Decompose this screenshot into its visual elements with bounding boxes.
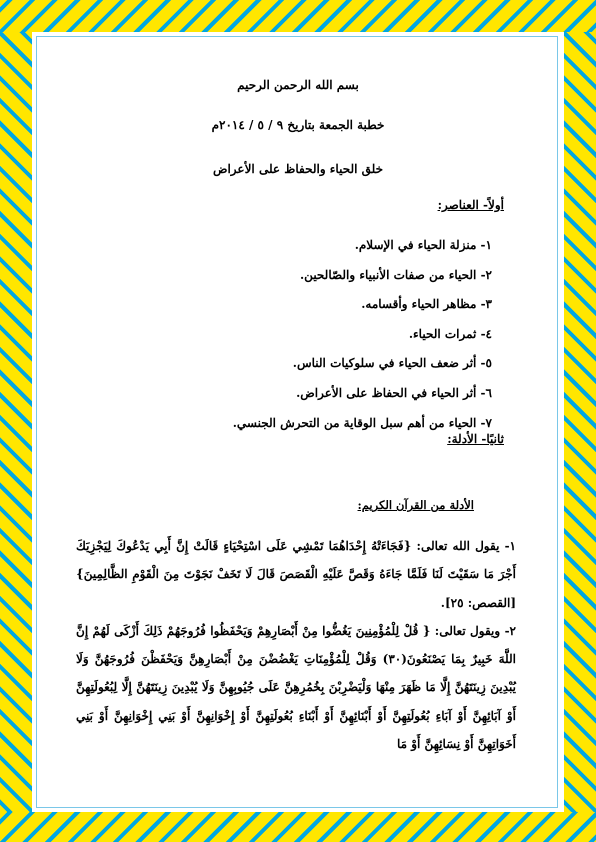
verse-paragraph: ١- يقول الله تعالى: {فَجَاءَتْهُ إِحْدَاهُمَا تَمْشِي عَلَى اسْتِحْيَاءٍ قَالَتْ إِنَّ أَبِي يَدْعُوكَ لِيَجْزِيَكَ أَجْرَ مَا سَقَيْتَ لَنَا فَلَمَّا جَاءَهُ وَقَصَّ عَلَيْهِ الْقَصَصَ قَالَ لَا تَخَفْ نَجَوْتَ مِنَ الْقَوْمِ الظَّالِمِينَ} [القصص: ٢٥].: [76, 539, 516, 610]
list-item: ٥- أثر ضعف الحياء في سلوكيات الناس.: [292, 356, 492, 371]
page-title: خلق الحياء والحفاظ على الأعراض: [212, 162, 384, 176]
elements-list: [72, 235, 492, 442]
list-item: ٤- ثمرات الحياء.: [408, 326, 492, 341]
document-page: [44, 40, 552, 808]
verses-block: [76, 532, 516, 758]
list-item: ٧- الحياء من أهم سبل الوقاية من التحرش الجنسي.: [232, 415, 492, 430]
verse-paragraph: ٢- ويقول تعالى: { قُلْ لِلْمُؤْمِنِينَ يَغُضُّوا مِنْ أَبْصَارِهِمْ وَيَحْفَظُوا فُرُوجَهُمْ ذَلِكَ أَزْكَى لَهُمْ إِنَّ اللَّهَ خَبِيرٌ بِمَا يَصْنَعُونَ(٣٠) وَقُلْ لِلْمُؤْمِنَاتِ يَغْضُضْنَ مِنْ أَبْصَارِهِنَّ وَيَحْفَظْنَ فُرُوجَهُنَّ وَلَا يُبْدِينَ زِينَتَهُنَّ إِلَّا مَا ظَهَرَ مِنْهَا وَلْيَضْرِبْنَ بِخُمُرِهِنَّ عَلَى جُيُوبِهِنَّ وَلَا يُبْدِينَ زِينَتَهُنَّ إِلَّا لِبُعُولَتِهِنَّ أَوْ آبَائِهِنَّ أَوْ آبَاءِ بُعُولَتِهِنَّ أَوْ أَبْنَائِهِنَّ أَوْ أَبْنَاءِ بُعُولَتِهِنَّ أَوْ إِخْوَانِهِنَّ أَوْ بَنِي إِخْوَانِهِنَّ أَوْ بَنِي أَخَوَاتِهِنَّ أَوْ نِسَائِهِنَّ أَوْ مَا: [76, 623, 516, 752]
khutba-date: خطبة الجمعة بتاريخ ٩ / ٥ / ٢٠١٤م: [211, 118, 385, 132]
section-title-elements: أولاً- العناصر:: [437, 198, 504, 212]
quran-evidence-heading: الأدلة من القرآن الكريم:: [357, 498, 474, 512]
decorative-border-right: [564, 32, 596, 812]
list-item: ٦- أثر الحياء في الحفاظ على الأعراض.: [296, 385, 492, 400]
basmala: بسم الله الرحمن الرحيم: [237, 78, 359, 92]
list-item: ١- منزلة الحياء في الإسلام.: [354, 238, 492, 252]
decorative-border-bottom: [0, 812, 596, 842]
decorative-border-left: [0, 32, 32, 812]
list-item: ٢- الحياء من صفات الأنبياء والصّالحين.: [300, 267, 492, 282]
decorative-border-top: [0, 0, 596, 32]
section-title-evidence: ثانيًا- الأدلة:: [447, 432, 504, 446]
list-item: ٣- مظاهر الحياء وأقسامه.: [361, 297, 492, 312]
